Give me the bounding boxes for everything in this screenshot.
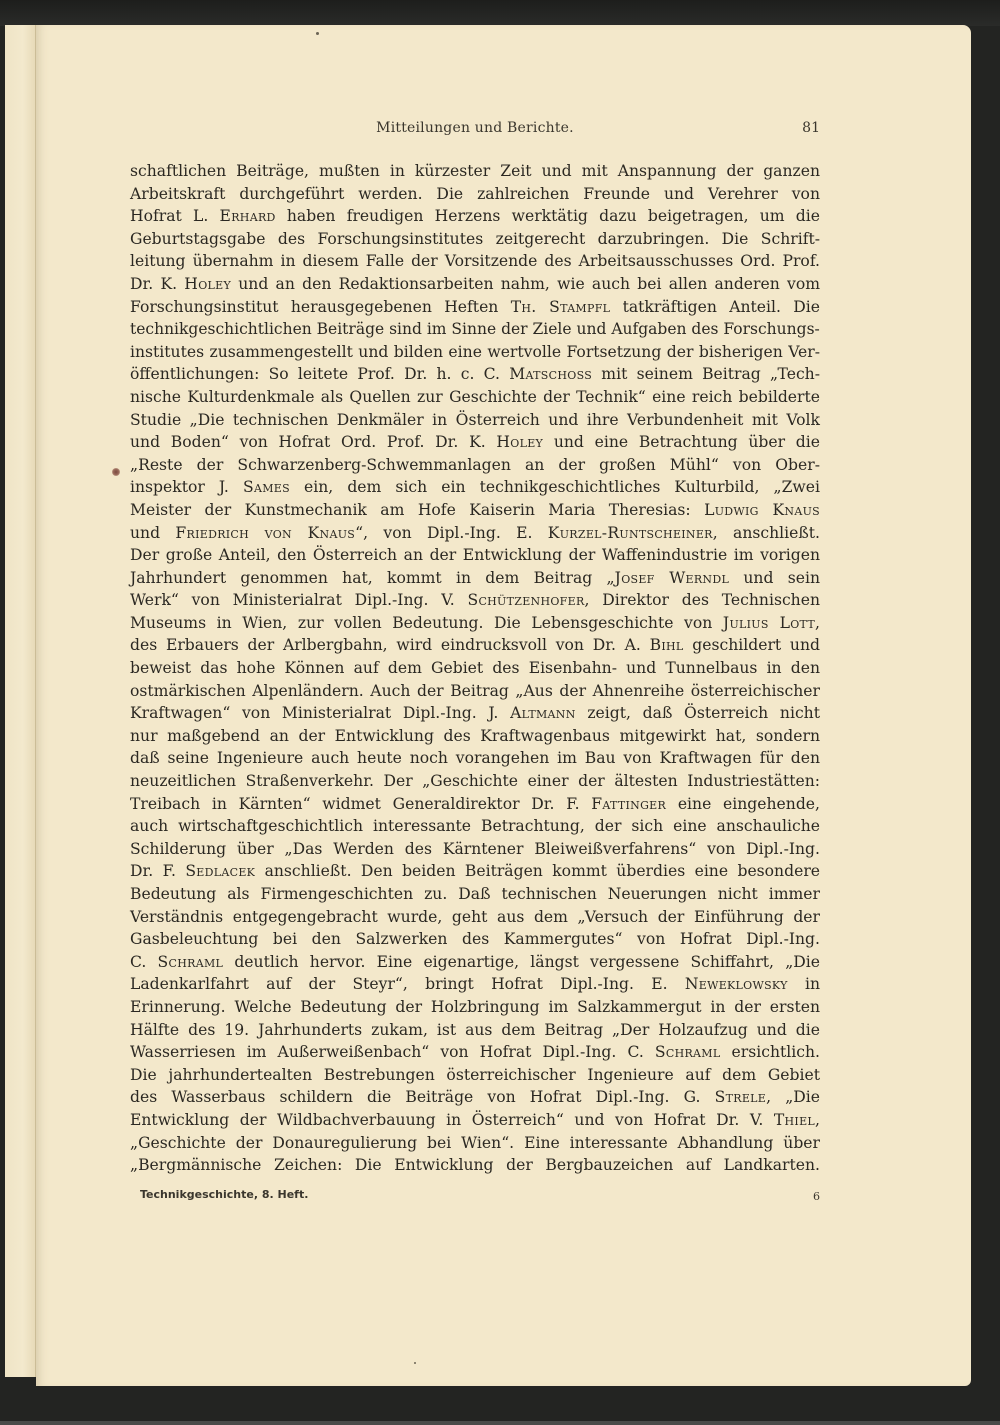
text-line <box>130 612 820 635</box>
text-line <box>130 883 820 906</box>
person-name: Schraml <box>157 952 224 971</box>
text-run: ostmärkischen Alpenländern. Auch der Beitrag „Aus der Ahnenreihe österreichischer <box>130 681 820 700</box>
person-name: Josef Werndl <box>614 568 730 587</box>
text-line <box>130 1154 820 1177</box>
text-run: Entwicklung der Wildbachverbauung in Österreich“ und von Hofrat Dr. V. <box>130 1110 774 1129</box>
ink-stain <box>112 468 120 476</box>
text-line <box>130 431 820 454</box>
text-line <box>130 341 820 364</box>
text-run: in <box>787 975 820 994</box>
text-run: , „Die <box>766 1088 820 1107</box>
body-text <box>130 160 820 1177</box>
person-name: Julius Lott <box>722 613 816 632</box>
text-line <box>130 273 820 296</box>
text-line <box>130 409 820 432</box>
person-name: Strele <box>714 1088 767 1107</box>
text-run: Arbeitskraft durchgeführt werden. Die zahlreichen Freunde und Verehrer von <box>130 184 820 203</box>
text-run: auch wirtschaftgeschichtlich interessante Betrachtung, der sich eine anschauliche <box>130 817 820 836</box>
person-name: Th. Stampfl <box>510 297 611 316</box>
text-line <box>130 476 820 499</box>
text-run: „Geschichte der Donauregulierung bei Wien“. Eine interessante Abhandlung über <box>130 1133 820 1152</box>
text-line <box>130 860 820 883</box>
text-run: Treibach in Kärnten“ widmet Generaldirektor Dr. F. <box>130 794 592 813</box>
text-run: Meister der Kunstmechanik am Hofe Kaiserin Maria Theresias: <box>130 500 705 519</box>
text-line <box>130 725 820 748</box>
text-run: Ladenkarlfahrt auf der Steyr“, bringt Hofrat Dipl.-Ing. E. <box>130 975 685 994</box>
text-run: Jahrhundert genommen hat, kommt in dem Beitrag „ <box>130 568 615 587</box>
text-run: Gasbeleuchtung bei den Salzwerken des Kammergutes“ von Hofrat Dipl.-Ing. <box>130 930 820 949</box>
person-name: Matschoss <box>509 365 593 384</box>
text-line <box>130 634 820 657</box>
text-run: inspektor J. <box>130 478 243 497</box>
text-run: , anschließt. <box>712 523 821 542</box>
text-run: Bedeutung als Firmengeschichten zu. Daß technischen Neuerungen nicht immer <box>130 885 820 903</box>
text-run: neuzeitlichen Straßenverkehr. Der „Geschichte einer der ältesten Industriestätten: <box>130 772 820 791</box>
text-run: und Boden“ von Hofrat Ord. Prof. Dr. K. <box>130 433 497 452</box>
text-line <box>130 228 820 251</box>
text-run: Geburtstagsgabe des Forschungsinstitutes zeitgerecht darzubringen. Die Schrift- <box>130 229 820 248</box>
text-run: zeigt, daß Österreich nicht <box>575 704 820 723</box>
text-run: Erinnerung. Welche Bedeutung der Holzbringung im Salzkammergut in der ersten <box>130 997 820 1016</box>
text-line <box>130 747 820 770</box>
running-head <box>130 120 820 142</box>
text-line <box>130 296 820 319</box>
text-run: Dr. F. <box>130 862 186 881</box>
text-run: nur maßgebend an der Entwicklung des Kraftwagenbaus mitgewirkt hat, sondern <box>130 726 820 745</box>
text-run: technikgeschichtlichen Beiträge sind im Sinne der Ziele und Aufgaben des Forschungs- <box>130 320 820 339</box>
text-run: Museums in Wien, zur vollen Bedeutung. Die Lebensgeschichte von <box>130 613 723 632</box>
text-run: , Direktor des Technischen <box>584 591 820 610</box>
text-run: und sein <box>729 568 820 587</box>
text-line <box>130 1109 820 1132</box>
text-run: tatkräftigen Anteil. Die <box>610 297 821 316</box>
text-line <box>130 1019 820 1042</box>
text-line <box>130 951 820 974</box>
person-name: Altmann <box>510 704 576 723</box>
text-line <box>130 906 820 929</box>
text-run: mit seinem Beitrag „Tech- <box>592 365 820 384</box>
person-name: Fattinger <box>591 794 667 813</box>
text-run: institutes zusammengestellt und bilden eine wertvolle Fortsetzung der bisherigen Ver- <box>130 342 820 361</box>
paper-fleck <box>414 1362 416 1364</box>
text-line <box>130 544 820 567</box>
text-run: leitung übernahm in diesem Falle der Vorsitzende des Arbeitsausschusses Ord. Prof. <box>130 252 820 271</box>
text-line <box>130 589 820 612</box>
text-run: Schilderung über „Das Werden des Kärntener Bleiweißverfahrens“ von Dipl.-Ing. <box>130 839 820 858</box>
page-footer <box>140 1188 820 1201</box>
text-line <box>130 205 820 228</box>
text-line <box>130 183 820 206</box>
text-run: Forschungsinstitut herausgegebenen Heften <box>130 297 511 316</box>
text-run: haben freudigen Herzens werktätig dazu beigetragen, um die <box>275 207 820 226</box>
text-line <box>130 386 820 409</box>
text-run: und an den Redaktionsarbeiten nahm, wie auch bei allen anderen vom <box>231 274 820 293</box>
text-run: ein, dem sich ein technikgeschichtliches Kulturbild, „Zwei <box>289 478 820 497</box>
text-line <box>130 522 820 545</box>
person-name: Kurzel-Runtscheiner <box>547 523 713 542</box>
paper-fleck <box>316 32 319 35</box>
person-name: Holey <box>496 433 544 452</box>
text-line <box>130 1086 820 1109</box>
text-line <box>130 499 820 522</box>
text-run: deutlich hervor. Eine eigenartige, längst vergessene Schiffahrt, „Die <box>223 952 820 971</box>
person-name: Sames <box>242 478 290 497</box>
text-line <box>130 996 820 1019</box>
person-name: Bihl <box>649 636 684 655</box>
text-run: „Bergmännische Zeichen: Die Entwicklung der Bergbauzeichen auf Landkarten. <box>130 1156 820 1175</box>
text-run: beweist das hohe Können auf dem Gebiet des Eisenbahn- und Tunnelbaus in den <box>130 659 820 678</box>
text-run: “, von Dipl.-Ing. E. <box>355 523 548 542</box>
text-line <box>130 160 820 183</box>
running-head-title: Mitteilungen und Berichte. <box>376 120 574 136</box>
person-name: Schützenhofer <box>467 591 585 610</box>
text-run: daß seine Ingenieure auch heute noch vorangehen im Bau von Kraftwagen für den <box>130 749 820 768</box>
text-run: eine eingehende, <box>666 794 820 813</box>
text-run: und eine Betrachtung über die <box>543 433 820 452</box>
person-name: Thiel <box>773 1110 816 1129</box>
person-name: Holey <box>184 274 232 293</box>
text-line <box>130 1132 820 1155</box>
text-line <box>130 657 820 680</box>
text-run: Verständnis entgegengebracht wurde, geht aus dem „Versuch der Einführung der <box>130 907 820 926</box>
text-line <box>130 838 820 861</box>
text-line <box>130 793 820 816</box>
text-line <box>130 928 820 951</box>
text-run: des Wasserbaus schildern die Beiträge von Hofrat Dipl.-Ing. G. <box>130 1088 715 1107</box>
text-run: Der große Anteil, den Österreich an der Entwicklung der Waffenindustrie im vorigen <box>130 546 820 565</box>
person-name: Neweklowsky <box>684 975 788 994</box>
page-number: 81 <box>802 120 820 136</box>
text-line <box>130 702 820 725</box>
text-run: Wasserriesen im Außerweißenbach“ von Hofrat Dipl.-Ing. C. <box>130 1043 655 1062</box>
person-name: Sedlacek <box>185 862 256 881</box>
text-line <box>130 973 820 996</box>
text-run: und <box>130 523 176 542</box>
person-name: Schraml <box>654 1043 721 1062</box>
text-run: „Reste der Schwarzenberg-Schwemmanlagen an der großen Mühl“ von Ober- <box>130 455 820 474</box>
person-name: Ludwig Knaus <box>704 500 820 519</box>
person-name: Friedrich von Knaus <box>175 523 356 542</box>
text-run: Die jahrhundertealten Bestrebungen österreichischer Ingenieure auf dem Gebiet <box>130 1065 820 1084</box>
text-line <box>130 815 820 838</box>
signature-mark: 6 <box>813 1190 820 1203</box>
scanner-background-bottom <box>0 1421 1000 1425</box>
text-run: geschildert und <box>683 636 820 655</box>
text-run: ersichtlich. <box>720 1043 820 1062</box>
text-line <box>130 363 820 386</box>
text-run: Hofrat L. <box>130 207 220 226</box>
text-line <box>130 318 820 341</box>
text-run: des Erbauers der Arlbergbahn, wird eindrucksvoll von Dr. A. <box>130 636 650 655</box>
footer-source: Technikgeschichte, 8. Heft. <box>140 1188 309 1201</box>
text-run: Dr. K. <box>130 274 185 293</box>
text-run: anschließt. Den beiden Beiträgen kommt überdies eine besondere <box>255 862 820 881</box>
scanner-background-top <box>0 0 1000 26</box>
text-run: schaftlichen Beiträge, mußten in kürzester Zeit und mit Anspannung der ganzen <box>130 162 820 180</box>
text-run: , <box>815 1110 820 1129</box>
text-run: Studie „Die technischen Denkmäler in Österreich und ihre Verbundenheit mit Volk <box>130 410 820 429</box>
text-run: Kraftwagen“ von Ministerialrat Dipl.-Ing. J. <box>130 704 511 723</box>
text-line <box>130 454 820 477</box>
text-run: öffentlichungen: So leitete Prof. Dr. h. c. C. <box>130 365 510 384</box>
text-line <box>130 250 820 273</box>
person-name: Erhard <box>219 207 276 226</box>
text-run: Hälfte des 19. Jahrhunderts zukam, ist aus dem Beitrag „Der Holzaufzug und die <box>130 1020 820 1039</box>
text-line <box>130 567 820 590</box>
text-run: , <box>815 613 820 632</box>
text-line <box>130 680 820 703</box>
text-run: Werk“ von Ministerialrat Dipl.-Ing. V. <box>130 591 468 610</box>
text-line <box>130 770 820 793</box>
text-run: C. <box>130 952 158 971</box>
text-line <box>130 1064 820 1087</box>
text-line <box>130 1041 820 1064</box>
previous-page-edge <box>5 25 36 1377</box>
text-run: nische Kulturdenkmale als Quellen zur Geschichte der Technik“ eine reich bebilderte <box>130 387 820 406</box>
